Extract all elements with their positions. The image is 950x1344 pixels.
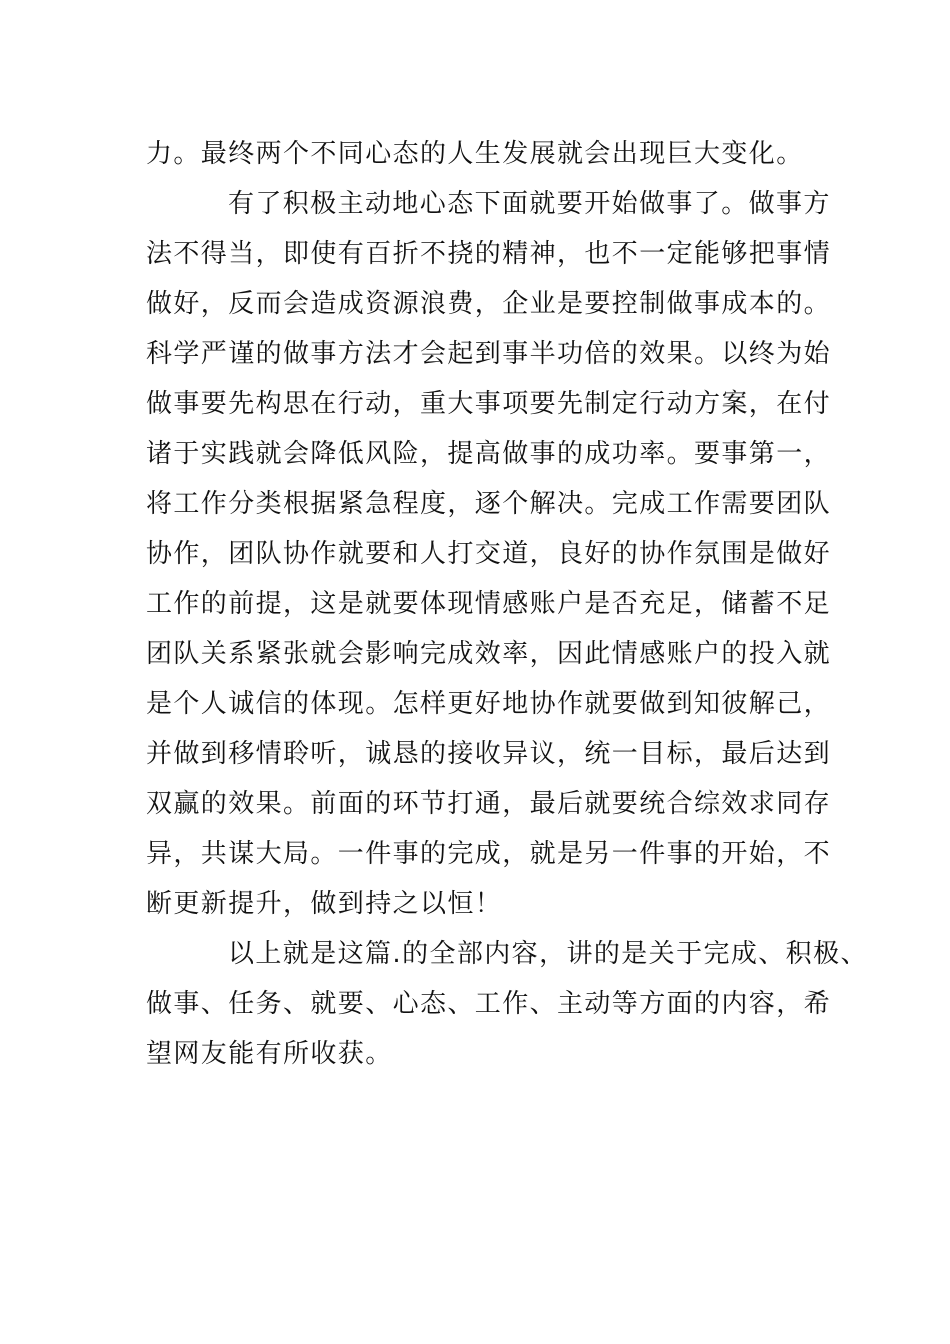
text-line: 有了积极主动地心态下面就要开始做事了。做事方	[228, 189, 831, 219]
text-line: 做好，反而会造成资源浪费，企业是要控制做事成本的。	[146, 289, 832, 319]
text-line: 团队关系紧张就会影响完成效率，因此情感账户的投入就	[146, 639, 832, 669]
text-line: 工作的前提，这是就要体现情感账户是否充足，储蓄不足	[146, 589, 832, 619]
text-line: 诸于实践就会降低风险，提高做事的成功率。要事第一，	[146, 439, 832, 469]
text-line: 将工作分类根据紧急程度，逐个解决。完成工作需要团队	[146, 489, 832, 519]
paragraph-summary	[146, 929, 868, 1079]
text-line: 双赢的效果。前面的环节打通，最后就要统合综效求同存	[146, 789, 832, 819]
text-line: 并做到移情聆听，诚恳的接收异议，统一目标，最后达到	[146, 739, 832, 769]
text-line: 是个人诚信的体现。怎样更好地协作就要做到知彼解己，	[146, 689, 832, 719]
text-line: 科学严谨的做事方法才会起到事半功倍的效果。以终为始	[146, 339, 832, 369]
document-body	[146, 129, 868, 1079]
text-line: 望网友能有所收获。	[146, 1039, 393, 1069]
text-line: 异，共谋大局。一件事的完成，就是另一件事的开始，不	[146, 839, 832, 869]
text-line: 做事、任务、就要、心态、工作、主动等方面的内容，希	[146, 989, 832, 1019]
text-line: 做事要先构思在行动，重大事项要先制定行动方案，在付	[146, 389, 832, 419]
text-line: 断更新提升，做到持之以恒！	[146, 889, 503, 919]
text-line: 以上就是这篇.的全部内容，讲的是关于完成、积极、	[228, 939, 868, 969]
text-line: 协作，团队协作就要和人打交道，良好的协作氛围是做好	[146, 539, 832, 569]
text-line: 法不得当，即使有百折不挠的精神，也不一定能够把事情	[146, 239, 832, 269]
paragraph-continuation	[146, 129, 826, 179]
text-line: 力。最终两个不同心态的人生发展就会出现巨大变化。	[146, 139, 804, 169]
paragraph-doing-things	[146, 179, 832, 929]
